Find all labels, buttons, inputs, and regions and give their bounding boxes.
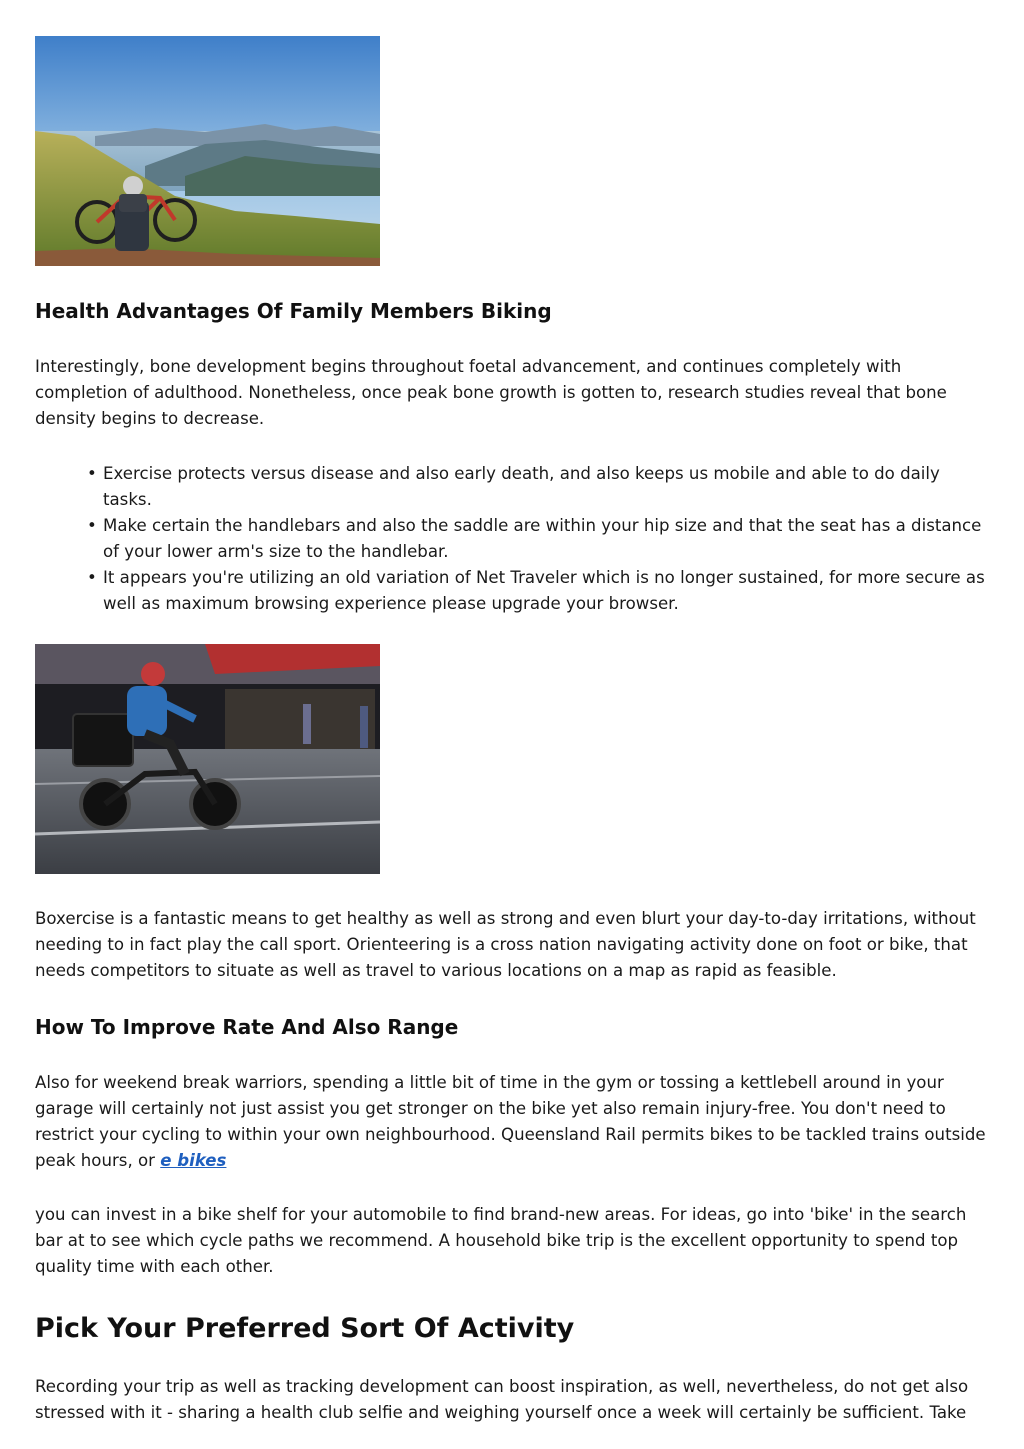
list-item: • It appears you're utilizing an old variation of Net Traveler which is no longer sustained, for more secure as well as maximum browsing experience please upgrade your browser. [103,565,990,617]
bike-shelf-paragraph: you can invest in a bike shelf for your automobile to find brand-new areas. For ideas, go into 'bike' in the search bar at to see which cycle paths we recommend. A household bike trip is the excellent opportunity to spend top quality time with each other. [35,1205,967,1276]
section-heading-improve-rate: How To Improve Rate And Also Range [35,1015,459,1039]
weekend-warriors-text: Also for weekend break warriors, spending a little bit of time in the gym or tossing a kettlebell around in your garage will certainly not just assist you get stronger on the bike yet also remain injury-free. You don't need to restrict your cycling to within your own neighbourhood. Queensland Rail permits bikes to be tackled trains outside peak hours, or [35,1073,986,1170]
list-item: • Exercise protects versus disease and also early death, and also keeps us mobile and able to do daily tasks. [103,461,990,513]
section-heading-health-advantages: Health Advantages Of Family Members Biking [35,299,552,323]
intro-paragraph: Interestingly, bone development begins throughout foetal advancement, and continues completely with completion of adulthood. Nonetheless, once peak bone growth is gotten to, research studies reveal that bone density begins to decrease. [35,357,947,428]
e-bikes-link[interactable]: e bikes [160,1151,227,1170]
benefits-list [35,461,990,617]
boxercise-paragraph: Boxercise is a fantastic means to get healthy as well as strong and even blurt your day-to-day irritations, without needing to in fact play the call sport. Orienteering is a cross nation navigating activity done on foot or bike, that needs competitors to situate as well as travel to various locations on a map as rapid as feasible. [35,909,976,980]
list-item: • Make certain the handlebars and also the saddle are within your hip size and that the seat has a distance of your lower arm's size to the handlebar. [103,513,990,565]
article [35,36,990,1426]
city-ebike-photo [35,644,380,874]
hilltop-cyclist-photo [35,36,380,266]
recording-trip-paragraph: Recording your trip as well as tracking development can boost inspiration, as well, nevertheless, do not get also stressed with it - sharing a health club selfie and weighing yourself once a week will certainly be sufficient. Take [35,1377,969,1422]
section-heading-pick-activity: Pick Your Preferred Sort Of Activity [35,1313,575,1344]
weekend-warriors-paragraph [35,1070,990,1174]
